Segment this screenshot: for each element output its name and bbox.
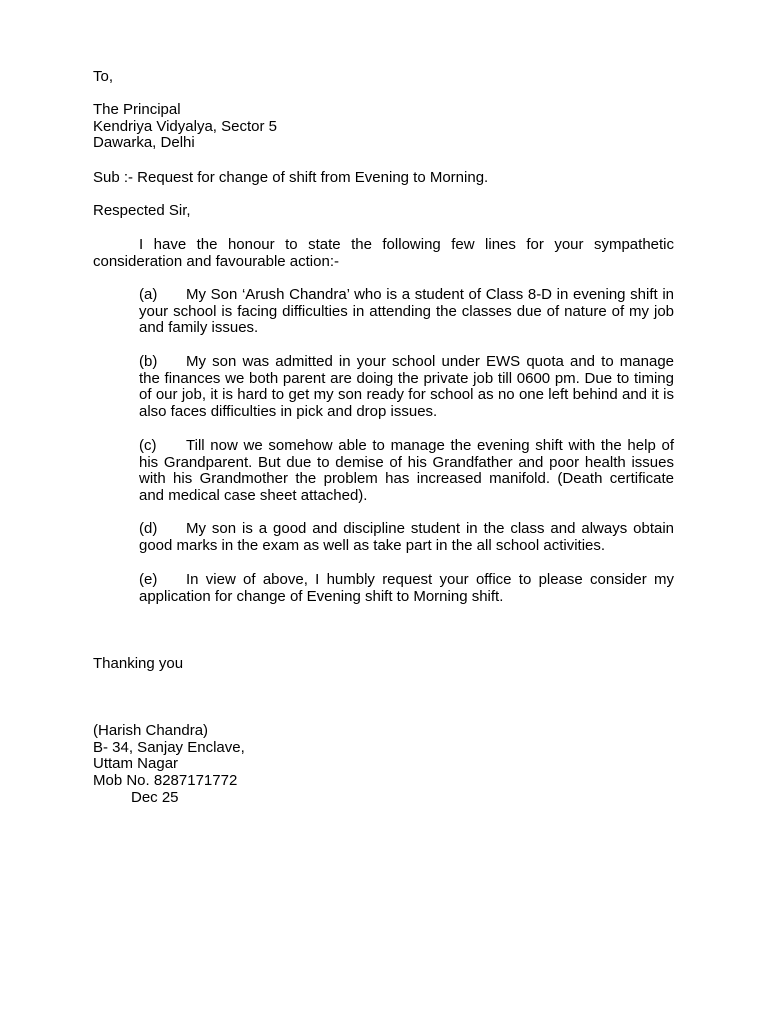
recipient-title: The Principal [93, 101, 181, 118]
greeting: Respected Sir, [93, 202, 191, 219]
sender-address-line1: B- 34, Sanjay Enclave, [93, 738, 245, 756]
list-item [139, 572, 674, 605]
to-line: To, [93, 68, 114, 85]
closing: Thanking you [93, 655, 184, 672]
sender-address-line2: Uttam Nagar [93, 755, 179, 773]
sender-block [93, 723, 245, 807]
item-text: My son was admitted in your school under EWS quota and to manage the finances we both parent are doing the private job till 0600 pm. Due to timing of our job, it is hard to get my son ready for school as no one left behind and it is also faces difficulties in pick and drop issues. [139, 353, 674, 421]
recipient-city: Dawarka, Delhi [93, 134, 195, 152]
recipient-address [93, 102, 277, 152]
item-label: (e) [139, 571, 158, 588]
item-label: (a) [139, 286, 158, 303]
letter-date: Dec 25 [131, 788, 179, 806]
item-label: (c) [139, 437, 157, 454]
item-text: Till now we somehow able to manage the evening shift with the help of his Grandparent. But due to demise of his Grandfather and poor health issues with his Grandmother the problem has increased manifold. (Death certificate and medical case sheet attached). [139, 437, 674, 505]
list-item [139, 438, 674, 505]
item-text: My Son ‘Arush Chandra’ who is a student of Class 8-D in evening shift in your school is facing difficulties in attending the classes due of nature of my job and family issues. [139, 286, 674, 337]
item-label: (b) [139, 353, 158, 370]
recipient-school: Kendriya Vidyalya, Sector 5 [93, 117, 277, 135]
list-item [139, 287, 674, 337]
item-label: (d) [139, 520, 158, 537]
sender-mobile: Mob No. 8287171772 [93, 772, 238, 790]
subject-line: Sub :- Request for change of shift from Evening to Morning. [93, 169, 489, 186]
item-text: In view of above, I humbly request your office to please consider my application for change of Evening shift to Morning shift. [139, 571, 674, 605]
list-item [139, 354, 674, 421]
item-text: My son is a good and discipline student in the class and always obtain good marks in the exam as well as take part in the all school activities. [139, 520, 674, 554]
sender-name: (Harish Chandra) [93, 722, 209, 739]
intro-paragraph: I have the honour to state the following few lines for your sympathetic consideration and favourable action:- [93, 236, 674, 270]
list-item [139, 521, 674, 554]
